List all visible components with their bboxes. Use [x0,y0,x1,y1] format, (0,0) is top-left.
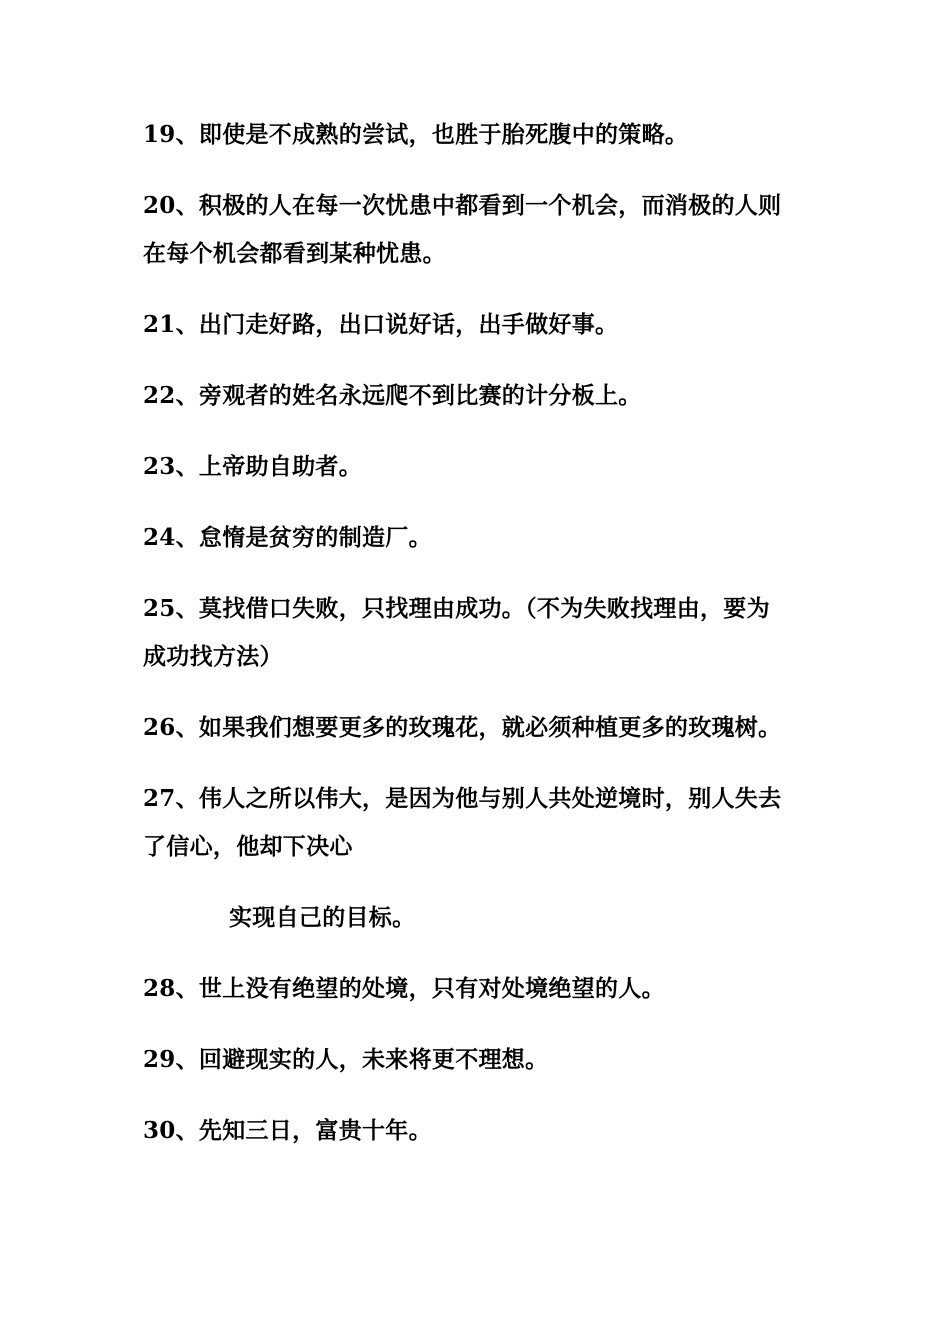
quote-28 [143,965,803,1013]
quote-24 [143,514,803,562]
quote-line: 在每个机会都看到某种忧患。 [143,240,446,267]
quote-line: 实现自己的目标。 [229,904,416,931]
quote-line: 25、莫找借口失败，只找理由成功。（不为失败找理由，要为 [143,595,770,622]
quote-list [143,111,803,1155]
quote-21 [143,301,803,349]
quote-line: 23、上帝助自助者。 [143,453,363,480]
quote-line: 了信心，他却下决心 [143,833,353,860]
quote-23 [143,443,803,491]
quote-line: 29、回避现实的人，未来将更不理想。 [143,1046,549,1073]
quote-line: 21、出门走好路，出口说好话，出手做好事。 [143,311,619,338]
quote-27 [143,775,803,871]
quote-26 [143,704,803,752]
quote-25 [143,585,803,681]
quote-line: 24、怠惰是贫穷的制造厂。 [143,524,432,551]
quote-line: 28、世上没有绝望的处境，只有对处境绝望的人。 [143,975,665,1002]
quote-22 [143,372,803,420]
quote-30 [143,1107,803,1155]
quote-line: 22、旁观者的姓名永远爬不到比赛的计分板上。 [143,382,642,409]
quote-line: 26、如果我们想要更多的玫瑰花，就必须种植更多的玫瑰树。 [143,714,782,741]
quote-20 [143,182,803,278]
quote-27-continuation [143,894,803,942]
quote-line: 成功找方法） [143,643,283,670]
quote-29 [143,1036,803,1084]
quote-line: 20、积极的人在每一次忧患中都看到一个机会，而消极的人则 [143,192,782,219]
quote-19 [143,111,803,159]
quote-line: 30、先知三日，富贵十年。 [143,1117,432,1144]
quote-line: 27、伟人之所以伟大，是因为他与别人共处逆境时，别人失去 [143,785,782,812]
quote-line: 19、即使是不成熟的尝试，也胜于胎死腹中的策略。 [143,121,689,148]
